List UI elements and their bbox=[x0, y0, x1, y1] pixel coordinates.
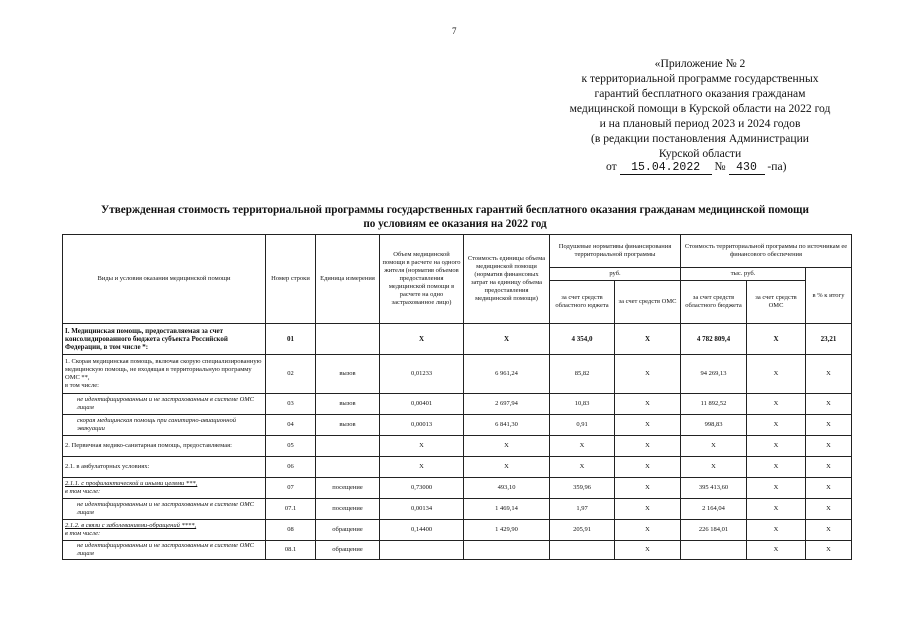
table-row bbox=[63, 436, 852, 457]
row-pc-oms: X bbox=[615, 541, 681, 560]
row-pc-budget: X bbox=[550, 436, 615, 457]
header-types: Виды и условия оказания медицинской помощи bbox=[63, 235, 266, 324]
header-unit-cost: Стоимость единицы объема медицинской помощи (норматив финансовых затрат на единицу объема предоставления медицинской помощи) bbox=[464, 235, 550, 324]
header-row-no: Номер строки bbox=[266, 235, 316, 324]
header-c-budget: за счет средств областного бюджета bbox=[681, 281, 747, 324]
row-c-budget: X bbox=[681, 457, 747, 478]
row-unit: вызов bbox=[316, 394, 380, 415]
table-row bbox=[63, 457, 852, 478]
row-name: скорая медицинская помощь при санитарно-авиационной эвакуации bbox=[63, 415, 266, 436]
header-pct: в % к итогу bbox=[806, 268, 852, 324]
row-c-oms: X bbox=[747, 324, 806, 355]
row-pc-budget: 1,97 bbox=[550, 499, 615, 520]
document-title bbox=[55, 203, 855, 231]
row-no: 02 bbox=[266, 355, 316, 394]
table-row bbox=[63, 394, 852, 415]
row-pct: X bbox=[806, 541, 852, 560]
row-unit-cost bbox=[464, 541, 550, 560]
appendix-line: Курской области bbox=[658, 147, 742, 160]
header-thous-rub: тыс. руб. bbox=[681, 268, 806, 281]
row-name-extra: в том числе: bbox=[65, 530, 101, 537]
row-pct: X bbox=[806, 457, 852, 478]
row-name: 2. Первичная медико-санитарная помощь, предоставляемая: bbox=[63, 436, 266, 457]
appendix-line: и на плановый период 2023 и 2024 годов bbox=[599, 117, 801, 130]
row-c-oms: X bbox=[747, 478, 806, 499]
row-volume: 0,00401 bbox=[380, 394, 464, 415]
cost-table bbox=[62, 234, 852, 560]
row-unit: посещение bbox=[316, 478, 380, 499]
row-c-oms: X bbox=[747, 436, 806, 457]
row-name bbox=[63, 520, 266, 541]
row-c-budget: 94 269,13 bbox=[681, 355, 747, 394]
row-c-budget: 395 413,60 bbox=[681, 478, 747, 499]
table-row bbox=[63, 355, 852, 394]
row-unit-cost: 1 469,14 bbox=[464, 499, 550, 520]
header-volume: Объем медицинской помощи в расчете на одного жителя (норматив объемов предоставления медицинской помощи в расчете на одно застрахованное лицо) bbox=[380, 235, 464, 324]
row-c-budget: 11 892,52 bbox=[681, 394, 747, 415]
row-pc-budget bbox=[550, 541, 615, 560]
row-name-extra: в том числе: bbox=[65, 488, 101, 495]
row-pc-budget: 10,83 bbox=[550, 394, 615, 415]
row-c-oms: X bbox=[747, 355, 806, 394]
table-row bbox=[63, 520, 852, 541]
row-c-budget: 4 782 809,4 bbox=[681, 324, 747, 355]
row-unit-cost: 493,10 bbox=[464, 478, 550, 499]
title-line-2: по условиям ее оказания на 2022 год bbox=[363, 218, 547, 230]
row-c-oms: X bbox=[747, 415, 806, 436]
number-prefix: № bbox=[714, 160, 726, 173]
row-volume: 0,00013 bbox=[380, 415, 464, 436]
row-c-budget: 226 184,01 bbox=[681, 520, 747, 541]
row-no: 07.1 bbox=[266, 499, 316, 520]
header-pc-budget: за счет средств областного юджета bbox=[550, 281, 615, 324]
row-c-oms: X bbox=[747, 520, 806, 541]
row-name: не идентифицированным и не застрахованным в системе ОМС лицам bbox=[63, 394, 266, 415]
row-pc-oms: X bbox=[615, 394, 681, 415]
row-unit: обращение bbox=[316, 520, 380, 541]
row-unit bbox=[316, 436, 380, 457]
row-pct: X bbox=[806, 520, 852, 541]
row-volume: X bbox=[380, 457, 464, 478]
row-name bbox=[63, 478, 266, 499]
row-unit bbox=[316, 324, 380, 355]
row-pc-oms: X bbox=[615, 499, 681, 520]
row-name: не идентифицированным и не застрахованным в системе ОМС лицам bbox=[63, 541, 266, 560]
row-volume: 0,73000 bbox=[380, 478, 464, 499]
row-volume: X bbox=[380, 436, 464, 457]
row-pc-oms: X bbox=[615, 520, 681, 541]
resolution-reference bbox=[606, 160, 786, 175]
row-no: 04 bbox=[266, 415, 316, 436]
row-unit-cost: 1 429,90 bbox=[464, 520, 550, 541]
row-pct: X bbox=[806, 478, 852, 499]
title-line-1: Утвержденная стоимость территориальной программы государственных гарантий бесплатного оказания гражданам медицинской помощи bbox=[101, 204, 809, 216]
row-unit bbox=[316, 457, 380, 478]
row-pc-oms: X bbox=[615, 478, 681, 499]
row-unit-cost: 6 961,24 bbox=[464, 355, 550, 394]
table-row bbox=[63, 478, 852, 499]
table-row bbox=[63, 541, 852, 560]
row-pc-budget: 0,91 bbox=[550, 415, 615, 436]
row-name-text: 2.1.1. с профилактической и иными целями ***, bbox=[65, 480, 198, 487]
row-pc-oms: X bbox=[615, 355, 681, 394]
row-c-budget: X bbox=[681, 436, 747, 457]
resolution-date: 15.04.2022 bbox=[620, 161, 712, 175]
row-no: 01 bbox=[266, 324, 316, 355]
row-pct: X bbox=[806, 355, 852, 394]
row-unit: обращение bbox=[316, 541, 380, 560]
row-c-oms: X bbox=[747, 499, 806, 520]
row-pc-oms: X bbox=[615, 457, 681, 478]
row-volume: 0,00134 bbox=[380, 499, 464, 520]
row-pc-budget: 85,82 bbox=[550, 355, 615, 394]
row-pct: X bbox=[806, 436, 852, 457]
table-row bbox=[63, 324, 852, 355]
row-pc-budget: 4 354,0 bbox=[550, 324, 615, 355]
row-c-oms: X bbox=[747, 457, 806, 478]
row-no: 05 bbox=[266, 436, 316, 457]
row-unit: посещение bbox=[316, 499, 380, 520]
row-unit-cost: X bbox=[464, 324, 550, 355]
row-no: 03 bbox=[266, 394, 316, 415]
header-cost-by-source: Стоимость территориальной программы по источникам ее финансового обеспечения bbox=[681, 235, 852, 268]
appendix-line: медицинской помощи в Курской области на 2022 год bbox=[569, 102, 831, 115]
row-c-budget: 2 164,04 bbox=[681, 499, 747, 520]
row-name-extra: в том числе: bbox=[65, 382, 99, 389]
row-no: 08.1 bbox=[266, 541, 316, 560]
row-c-oms: X bbox=[747, 541, 806, 560]
row-name-text: 2.1.2. в связи с заболеваниями-обращений ****, bbox=[65, 522, 197, 529]
date-prefix: от bbox=[606, 160, 617, 173]
header-unit: Единица измерения bbox=[316, 235, 380, 324]
row-name: 2.1. в амбулаторных условиях: bbox=[63, 457, 266, 478]
table-row bbox=[63, 499, 852, 520]
row-unit: вызов bbox=[316, 415, 380, 436]
row-unit-cost: X bbox=[464, 457, 550, 478]
row-unit: вызов bbox=[316, 355, 380, 394]
row-no: 06 bbox=[266, 457, 316, 478]
row-volume: X bbox=[380, 324, 464, 355]
appendix-line: «Приложение № 2 bbox=[654, 57, 746, 70]
row-pc-oms: X bbox=[615, 324, 681, 355]
row-pc-budget: 359,96 bbox=[550, 478, 615, 499]
header-c-oms: за счет средств ОМС bbox=[747, 281, 806, 324]
header-rub: руб. bbox=[550, 268, 681, 281]
number-suffix: -па) bbox=[767, 160, 787, 173]
resolution-number: 430 bbox=[729, 161, 765, 175]
row-pc-oms: X bbox=[615, 436, 681, 457]
row-no: 07 bbox=[266, 478, 316, 499]
row-pct: 23,21 bbox=[806, 324, 852, 355]
row-volume: 0,01233 bbox=[380, 355, 464, 394]
row-c-budget bbox=[681, 541, 747, 560]
appendix-block bbox=[545, 56, 855, 161]
row-c-oms: X bbox=[747, 394, 806, 415]
row-volume bbox=[380, 541, 464, 560]
row-pct: X bbox=[806, 394, 852, 415]
row-name: не идентифицированным и не застрахованным в системе ОМС лицам bbox=[63, 499, 266, 520]
row-name: I. Медицинская помощь, предоставляемая за счет консолидированного бюджета субъекта Российской Федерации, в том числе *: bbox=[63, 324, 266, 355]
appendix-line: к территориальной программе государственных bbox=[581, 72, 819, 85]
row-pc-oms: X bbox=[615, 415, 681, 436]
row-c-budget: 998,83 bbox=[681, 415, 747, 436]
row-no: 08 bbox=[266, 520, 316, 541]
header-per-capita: Подушевые нормативы финансирования территориальной программы bbox=[550, 235, 681, 268]
appendix-line: гарантий бесплатного оказания гражданам bbox=[594, 87, 806, 100]
table-row bbox=[63, 415, 852, 436]
row-name-text: 1. Скорая медицинская помощь, включая скорую специализированную медицинскую помощь, не входящая в территориальную программу ОМС **, bbox=[65, 358, 262, 381]
appendix-line: (в редакции постановления Администрации bbox=[590, 132, 810, 145]
row-pct: X bbox=[806, 415, 852, 436]
row-pc-budget: X bbox=[550, 457, 615, 478]
page-number: 7 bbox=[452, 26, 457, 36]
row-unit-cost: 6 841,30 bbox=[464, 415, 550, 436]
row-name bbox=[63, 355, 266, 394]
row-pc-budget: 205,91 bbox=[550, 520, 615, 541]
row-unit-cost: 2 697,94 bbox=[464, 394, 550, 415]
row-volume: 0,14400 bbox=[380, 520, 464, 541]
row-unit-cost: X bbox=[464, 436, 550, 457]
header-pc-oms: за счет средств ОМС bbox=[615, 281, 681, 324]
row-pct: X bbox=[806, 499, 852, 520]
